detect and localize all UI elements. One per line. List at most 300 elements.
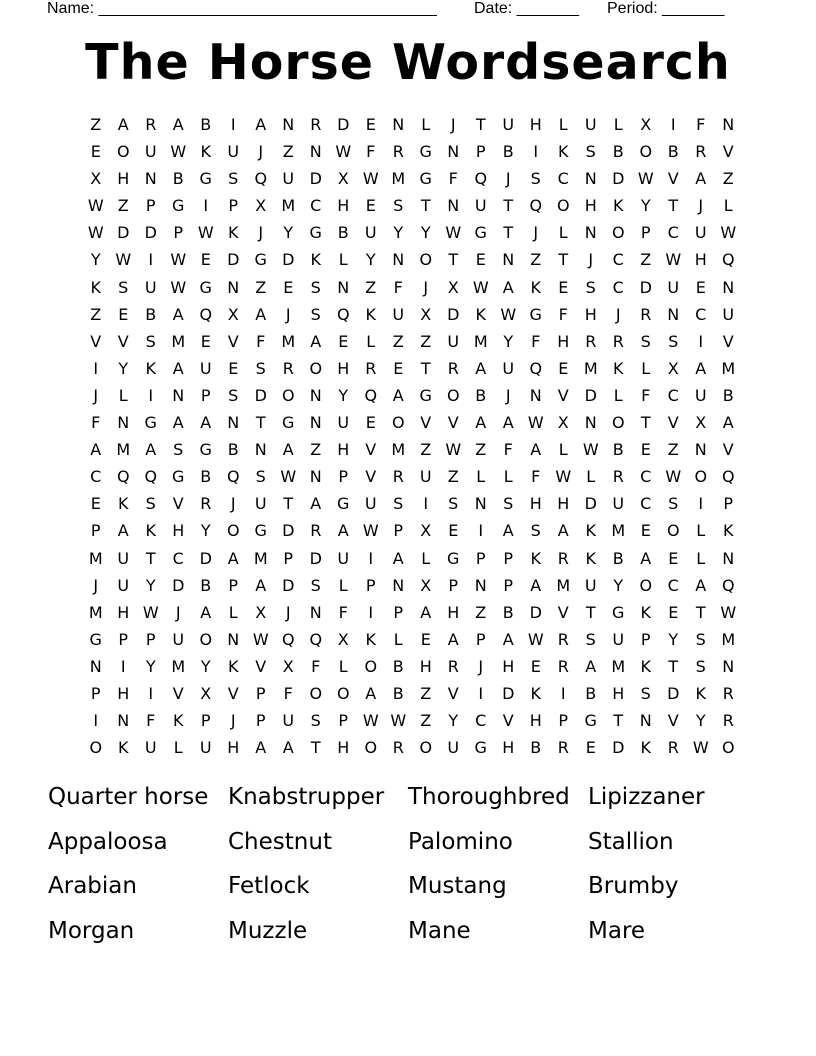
grid-letter[interactable]: J (230, 494, 236, 514)
grid-letter[interactable]: H (117, 169, 130, 189)
grid-letter[interactable]: L (421, 548, 431, 568)
grid-letter[interactable]: U (667, 277, 680, 297)
grid-letter[interactable]: Y (613, 575, 624, 595)
grid-letter[interactable]: T (668, 656, 679, 676)
grid-letter[interactable]: L (558, 440, 568, 460)
grid-letter[interactable]: S (640, 683, 651, 703)
grid-letter[interactable]: N (227, 413, 240, 433)
grid-letter[interactable]: N (722, 115, 735, 134)
grid-letter[interactable]: W (720, 223, 737, 243)
grid-letter[interactable]: C (667, 223, 679, 243)
name-field-label[interactable]: Name: ______________________________________ (47, 0, 437, 17)
grid-letter[interactable]: W (87, 196, 104, 216)
grid-letter[interactable]: A (420, 602, 432, 622)
grid-letter[interactable]: O (199, 629, 213, 649)
grid-letter[interactable]: T (640, 413, 651, 433)
grid-letter[interactable]: K (228, 223, 239, 243)
grid-letter[interactable]: M (88, 602, 103, 622)
grid-letter[interactable]: H (557, 494, 570, 514)
grid-letter[interactable]: F (558, 304, 568, 324)
grid-letter[interactable]: P (503, 548, 514, 568)
grid-letter[interactable]: S (393, 494, 404, 514)
grid-letter[interactable]: A (227, 548, 239, 568)
grid-letter[interactable]: W (472, 277, 489, 297)
grid-letter[interactable]: D (309, 548, 322, 568)
grid-letter[interactable]: T (558, 250, 569, 270)
grid-letter[interactable]: O (446, 385, 460, 405)
grid-letter[interactable]: A (722, 413, 734, 433)
grid-letter[interactable]: V (117, 331, 129, 351)
grid-letter[interactable]: W (362, 711, 379, 731)
grid-letter[interactable]: S (530, 169, 541, 189)
grid-letter[interactable]: V (557, 602, 569, 622)
grid-letter[interactable]: H (502, 656, 515, 676)
grid-letter[interactable]: U (447, 738, 460, 758)
grid-letter[interactable]: K (530, 277, 541, 297)
grid-letter[interactable]: W (362, 521, 379, 541)
grid-letter[interactable]: V (420, 413, 432, 433)
grid-letter[interactable]: O (639, 142, 653, 162)
grid-letter[interactable]: O (226, 521, 240, 541)
grid-letter[interactable]: K (558, 142, 569, 162)
grid-letter[interactable]: W (720, 602, 737, 622)
grid-letter[interactable]: A (557, 521, 569, 541)
grid-letter[interactable]: A (282, 738, 294, 758)
grid-letter[interactable]: H (584, 196, 597, 216)
grid-letter[interactable]: F (531, 331, 541, 351)
grid-letter[interactable]: Q (529, 358, 543, 378)
grid-letter[interactable]: B (200, 575, 212, 595)
grid-letter[interactable]: U (612, 494, 625, 514)
grid-letter[interactable]: D (584, 385, 597, 405)
grid-letter[interactable]: W (390, 711, 407, 731)
grid-letter[interactable]: B (612, 548, 624, 568)
grid-letter[interactable]: D (144, 223, 157, 243)
grid-letter[interactable]: X (200, 683, 212, 703)
grid-letter[interactable]: G (419, 169, 432, 189)
grid-letter[interactable]: L (338, 250, 348, 270)
grid-letter[interactable]: W (115, 250, 132, 270)
grid-letter[interactable]: X (640, 115, 652, 134)
grid-letter[interactable]: X (255, 602, 267, 622)
grid-letter[interactable]: L (558, 223, 568, 243)
grid-letter[interactable]: N (584, 413, 597, 433)
grid-letter[interactable]: M (391, 440, 406, 460)
grid-letter[interactable]: Y (338, 385, 349, 405)
grid-letter[interactable]: B (612, 440, 624, 460)
grid-letter[interactable]: P (145, 196, 156, 216)
grid-letter[interactable]: P (640, 629, 651, 649)
grid-letter[interactable]: L (723, 196, 733, 216)
grid-letter[interactable]: R (557, 629, 569, 649)
grid-letter[interactable]: S (695, 629, 706, 649)
grid-letter[interactable]: A (585, 656, 597, 676)
grid-letter[interactable]: I (120, 656, 126, 676)
grid-letter[interactable]: Z (722, 169, 734, 189)
grid-letter[interactable]: S (310, 304, 321, 324)
grid-letter[interactable]: V (365, 467, 377, 487)
grid-letter[interactable]: V (172, 683, 184, 703)
grid-letter[interactable]: G (419, 142, 432, 162)
grid-letter[interactable]: J (258, 142, 264, 162)
grid-letter[interactable]: M (611, 521, 626, 541)
grid-letter[interactable]: X (420, 575, 432, 595)
grid-letter[interactable]: Y (365, 250, 376, 270)
grid-letter[interactable]: C (172, 548, 184, 568)
grid-letter[interactable]: A (530, 575, 542, 595)
grid-letter[interactable]: K (118, 738, 129, 758)
grid-letter[interactable]: E (393, 358, 404, 378)
grid-letter[interactable]: A (172, 358, 184, 378)
grid-letter[interactable]: U (254, 494, 267, 514)
grid-letter[interactable]: P (393, 521, 404, 541)
grid-letter[interactable]: A (282, 440, 294, 460)
grid-letter[interactable]: R (310, 521, 322, 541)
grid-letter[interactable]: O (309, 358, 323, 378)
grid-letter[interactable]: I (670, 115, 676, 134)
grid-letter[interactable]: U (199, 738, 212, 758)
grid-letter[interactable]: S (255, 467, 266, 487)
grid-letter[interactable]: G (419, 385, 432, 405)
grid-letter[interactable]: V (502, 711, 514, 731)
grid-letter[interactable]: G (144, 413, 157, 433)
grid-letter[interactable]: Z (90, 115, 102, 134)
grid-letter[interactable]: Q (199, 304, 213, 324)
grid-letter[interactable]: T (420, 358, 431, 378)
grid-letter[interactable]: L (118, 385, 128, 405)
grid-letter[interactable]: Y (283, 223, 294, 243)
grid-letter[interactable]: H (227, 738, 240, 758)
grid-letter[interactable]: L (173, 738, 183, 758)
grid-letter[interactable]: S (668, 494, 679, 514)
grid-letter[interactable]: N (584, 169, 597, 189)
grid-letter[interactable]: K (613, 358, 624, 378)
grid-letter[interactable]: Q (721, 250, 735, 270)
grid-letter[interactable]: I (148, 683, 154, 703)
grid-letter[interactable]: N (722, 277, 735, 297)
grid-letter[interactable]: C (612, 250, 624, 270)
grid-letter[interactable]: F (641, 385, 651, 405)
grid-letter[interactable]: O (611, 413, 625, 433)
grid-letter[interactable]: L (338, 656, 348, 676)
grid-letter[interactable]: W (197, 223, 214, 243)
grid-letter[interactable]: K (173, 711, 184, 731)
grid-letter[interactable]: Y (200, 521, 211, 541)
grid-letter[interactable]: D (584, 494, 597, 514)
grid-letter[interactable]: N (447, 196, 460, 216)
grid-letter[interactable]: E (530, 656, 541, 676)
grid-letter[interactable]: Y (200, 656, 211, 676)
grid-letter[interactable]: K (118, 494, 129, 514)
grid-letter[interactable]: V (722, 440, 734, 460)
grid-letter[interactable]: P (200, 711, 211, 731)
grid-letter[interactable]: O (556, 196, 570, 216)
grid-letter[interactable]: E (365, 196, 376, 216)
grid-letter[interactable]: H (337, 440, 350, 460)
grid-letter[interactable]: R (392, 142, 404, 162)
grid-letter[interactable]: C (310, 196, 322, 216)
grid-letter[interactable]: N (722, 656, 735, 676)
grid-letter[interactable]: D (309, 169, 322, 189)
grid-letter[interactable]: I (478, 683, 484, 703)
grid-letter[interactable]: F (448, 169, 458, 189)
grid-letter[interactable]: P (475, 629, 486, 649)
grid-letter[interactable]: Q (364, 385, 378, 405)
grid-letter[interactable]: K (145, 358, 156, 378)
grid-letter[interactable]: P (475, 548, 486, 568)
grid-letter[interactable]: R (365, 358, 377, 378)
grid-letter[interactable]: F (338, 602, 348, 622)
grid-letter[interactable]: B (612, 142, 624, 162)
grid-letter[interactable]: Y (118, 358, 129, 378)
grid-letter[interactable]: H (529, 711, 542, 731)
grid-letter[interactable]: S (118, 277, 129, 297)
grid-letter[interactable]: B (722, 385, 734, 405)
grid-letter[interactable]: U (694, 385, 707, 405)
grid-letter[interactable]: Q (721, 467, 735, 487)
grid-letter[interactable]: I (148, 385, 154, 405)
grid-letter[interactable]: O (89, 738, 103, 758)
grid-letter[interactable]: Z (475, 602, 487, 622)
grid-letter[interactable]: W (665, 250, 682, 270)
grid-letter[interactable]: A (337, 521, 349, 541)
grid-letter[interactable]: Q (336, 304, 350, 324)
grid-letter[interactable]: I (230, 115, 236, 134)
grid-letter[interactable]: Z (420, 683, 432, 703)
grid-letter[interactable]: B (502, 142, 514, 162)
grid-letter[interactable]: J (285, 602, 291, 622)
grid-letter[interactable]: C (475, 711, 487, 731)
grid-letter[interactable]: T (503, 223, 514, 243)
grid-letter[interactable]: Z (255, 277, 267, 297)
grid-letter[interactable]: W (500, 304, 517, 324)
grid-letter[interactable]: B (337, 223, 349, 243)
grid-letter[interactable]: Q (309, 629, 323, 649)
grid-letter[interactable]: G (172, 467, 185, 487)
grid-letter[interactable]: O (694, 467, 708, 487)
grid-letter[interactable]: R (392, 467, 404, 487)
grid-letter[interactable]: D (502, 683, 515, 703)
grid-letter[interactable]: E (338, 331, 349, 351)
grid-letter[interactable]: K (310, 250, 321, 270)
grid-letter[interactable]: B (530, 738, 542, 758)
grid-letter[interactable]: A (695, 575, 707, 595)
grid-letter[interactable]: U (419, 467, 432, 487)
grid-letter[interactable]: E (90, 494, 101, 514)
grid-letter[interactable]: N (309, 142, 322, 162)
grid-letter[interactable]: L (228, 602, 238, 622)
period-field-label[interactable]: Period: _______ (607, 0, 725, 17)
grid-letter[interactable]: Z (447, 467, 459, 487)
grid-letter[interactable]: S (310, 575, 321, 595)
grid-letter[interactable]: J (615, 304, 621, 324)
grid-letter[interactable]: N (282, 115, 295, 134)
grid-letter[interactable]: M (611, 656, 626, 676)
grid-letter[interactable]: K (585, 548, 596, 568)
grid-letter[interactable]: N (529, 385, 542, 405)
grid-letter[interactable]: M (281, 331, 296, 351)
grid-letter[interactable]: H (117, 683, 130, 703)
grid-letter[interactable]: U (199, 358, 212, 378)
grid-letter[interactable]: A (310, 494, 322, 514)
grid-letter[interactable]: K (365, 304, 376, 324)
grid-letter[interactable]: H (337, 738, 350, 758)
grid-letter[interactable]: P (448, 575, 459, 595)
grid-letter[interactable]: Y (420, 223, 431, 243)
grid-letter[interactable]: X (695, 413, 707, 433)
grid-letter[interactable]: J (533, 223, 539, 243)
grid-letter[interactable]: F (146, 711, 156, 731)
grid-letter[interactable]: I (423, 494, 429, 514)
grid-letter[interactable]: L (696, 548, 706, 568)
grid-letter[interactable]: S (585, 277, 596, 297)
grid-letter[interactable]: E (90, 142, 101, 162)
grid-letter[interactable]: W (142, 602, 159, 622)
grid-letter[interactable]: C (640, 467, 652, 487)
grid-letter[interactable]: P (393, 602, 404, 622)
grid-letter[interactable]: I (368, 602, 374, 622)
grid-letter[interactable]: Y (393, 223, 404, 243)
grid-letter[interactable]: N (144, 169, 157, 189)
grid-letter[interactable]: W (527, 413, 544, 433)
grid-letter[interactable]: K (145, 521, 156, 541)
grid-letter[interactable]: L (613, 385, 623, 405)
grid-letter[interactable]: S (530, 521, 541, 541)
grid-letter[interactable]: D (612, 169, 625, 189)
grid-letter[interactable]: J (588, 250, 594, 270)
grid-letter[interactable]: J (450, 115, 456, 134)
grid-letter[interactable]: P (118, 629, 129, 649)
grid-letter[interactable]: S (145, 331, 156, 351)
grid-letter[interactable]: I (148, 250, 154, 270)
grid-letter[interactable]: X (90, 169, 102, 189)
grid-letter[interactable]: W (692, 738, 709, 758)
grid-letter[interactable]: S (448, 494, 459, 514)
grid-letter[interactable]: A (255, 738, 267, 758)
grid-letter[interactable]: X (227, 304, 239, 324)
grid-letter[interactable]: R (145, 115, 157, 134)
grid-letter[interactable]: T (613, 711, 624, 731)
grid-letter[interactable]: Z (640, 250, 652, 270)
grid-letter[interactable]: N (392, 115, 405, 134)
grid-letter[interactable]: W (170, 250, 187, 270)
grid-letter[interactable]: H (694, 250, 707, 270)
grid-letter[interactable]: B (392, 683, 404, 703)
grid-letter[interactable]: A (447, 629, 459, 649)
grid-letter[interactable]: P (228, 575, 239, 595)
grid-letter[interactable]: U (337, 413, 350, 433)
grid-letter[interactable]: N (227, 277, 240, 297)
grid-letter[interactable]: F (311, 656, 321, 676)
grid-letter[interactable]: X (667, 358, 679, 378)
grid-letter[interactable]: I (560, 683, 566, 703)
grid-letter[interactable]: Q (474, 169, 488, 189)
grid-letter[interactable]: Y (640, 196, 651, 216)
grid-letter[interactable]: G (474, 738, 487, 758)
grid-letter[interactable]: A (172, 115, 184, 134)
grid-letter[interactable]: D (282, 250, 295, 270)
grid-letter[interactable]: N (117, 711, 130, 731)
grid-letter[interactable]: A (640, 548, 652, 568)
grid-letter[interactable]: L (613, 115, 623, 134)
grid-letter[interactable]: C (695, 304, 707, 324)
grid-letter[interactable]: E (283, 277, 294, 297)
grid-letter[interactable]: H (117, 602, 130, 622)
grid-letter[interactable]: A (530, 440, 542, 460)
grid-letter[interactable]: A (502, 629, 514, 649)
grid-letter[interactable]: N (254, 440, 267, 460)
grid-letter[interactable]: W (555, 467, 572, 487)
grid-letter[interactable]: Z (475, 440, 487, 460)
grid-letter[interactable]: Z (420, 331, 432, 351)
grid-letter[interactable]: X (420, 521, 432, 541)
grid-letter[interactable]: L (696, 521, 706, 541)
grid-letter[interactable]: Y (90, 250, 101, 270)
grid-letter[interactable]: A (365, 683, 377, 703)
grid-letter[interactable]: A (475, 358, 487, 378)
grid-letter[interactable]: J (230, 711, 236, 731)
grid-letter[interactable]: R (557, 656, 569, 676)
grid-letter[interactable]: X (420, 304, 432, 324)
grid-letter[interactable]: S (173, 440, 184, 460)
grid-letter[interactable]: Z (365, 277, 377, 297)
grid-letter[interactable]: U (722, 304, 735, 324)
grid-letter[interactable]: K (695, 683, 706, 703)
grid-letter[interactable]: U (282, 711, 295, 731)
grid-letter[interactable]: G (199, 169, 212, 189)
grid-letter[interactable]: N (227, 629, 240, 649)
grid-letter[interactable]: P (475, 142, 486, 162)
grid-letter[interactable]: J (505, 169, 511, 189)
grid-letter[interactable]: I (698, 494, 704, 514)
grid-letter[interactable]: U (612, 629, 625, 649)
grid-letter[interactable]: N (172, 385, 185, 405)
grid-letter[interactable]: W (665, 467, 682, 487)
grid-letter[interactable]: E (118, 304, 129, 324)
grid-letter[interactable]: J (175, 602, 181, 622)
grid-letter[interactable]: N (502, 250, 515, 270)
grid-letter[interactable]: G (172, 196, 185, 216)
grid-letter[interactable]: V (227, 331, 239, 351)
grid-letter[interactable]: H (337, 196, 350, 216)
grid-letter[interactable]: U (172, 629, 185, 649)
grid-letter[interactable]: U (144, 277, 157, 297)
grid-letter[interactable]: P (228, 196, 239, 216)
grid-letter[interactable]: D (639, 277, 652, 297)
grid-letter[interactable]: U (144, 142, 157, 162)
grid-letter[interactable]: E (420, 629, 431, 649)
grid-letter[interactable]: Q (281, 629, 295, 649)
date-field-label[interactable]: Date: _______ (474, 0, 579, 17)
grid-letter[interactable]: G (447, 548, 460, 568)
grid-letter[interactable]: G (254, 521, 267, 541)
grid-letter[interactable]: I (93, 711, 99, 731)
grid-letter[interactable]: Z (282, 142, 294, 162)
grid-letter[interactable]: W (170, 277, 187, 297)
grid-letter[interactable]: I (203, 196, 209, 216)
grid-letter[interactable]: G (254, 250, 267, 270)
grid-letter[interactable]: D (254, 385, 267, 405)
grid-letter[interactable]: T (585, 602, 596, 622)
grid-letter[interactable]: E (558, 277, 569, 297)
grid-letter[interactable]: R (612, 467, 624, 487)
grid-letter[interactable]: R (640, 304, 652, 324)
grid-letter[interactable]: W (637, 169, 654, 189)
grid-letter[interactable]: D (282, 521, 295, 541)
grid-letter[interactable]: A (502, 413, 514, 433)
grid-letter[interactable]: V (255, 656, 267, 676)
grid-letter[interactable]: A (200, 413, 212, 433)
